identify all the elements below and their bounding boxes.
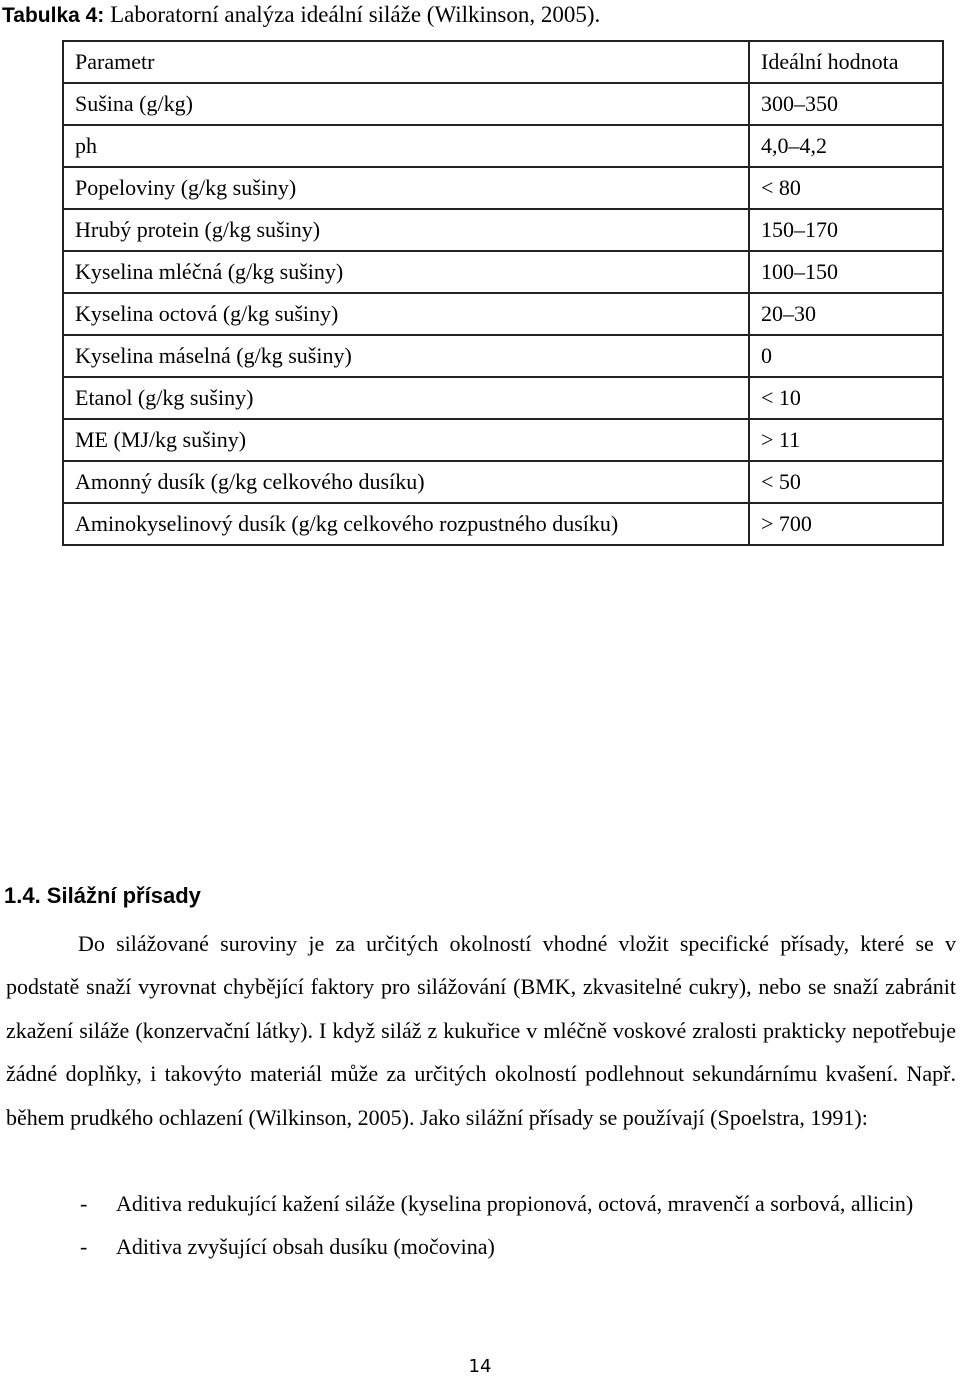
table-row: [63, 125, 943, 167]
page-number: 14: [468, 1356, 492, 1377]
parameter-cell: Hrubý protein (g/kg sušiny): [63, 209, 749, 251]
parameter-cell: ME (MJ/kg sušiny): [63, 419, 749, 461]
header-cell-ideal-value: Ideální hodnota: [749, 41, 943, 83]
table-row: [63, 293, 943, 335]
value-cell: > 700: [749, 503, 943, 545]
value-cell: < 50: [749, 461, 943, 503]
parameter-cell: ph: [63, 125, 749, 167]
additives-list: [0, 1182, 956, 1269]
list-item-text: Aditiva redukující kažení siláže (kyselina propionová, octová, mravenčí a sorbová, allicin): [116, 1191, 914, 1216]
value-cell: 150–170: [749, 209, 943, 251]
list-item-text: Aditiva zvyšující obsah dusíku (močovina): [116, 1234, 495, 1260]
table-row: [63, 335, 943, 377]
value-cell: 100–150: [749, 251, 943, 293]
table-row: [63, 377, 943, 419]
value-cell: > 11: [749, 419, 943, 461]
value-cell: 0: [749, 335, 943, 377]
section-heading: 1.4. Silážní přísady: [4, 883, 201, 908]
parameter-cell: Kyselina octová (g/kg sušiny): [63, 293, 749, 335]
value-cell: < 10: [749, 377, 943, 419]
section-paragraph: Do silážované suroviny je za určitých okolností vhodné vložit specifické přísady, které se v podstatě snaží vyrovnat chybějící faktory pro silážování (BMK, zkvasitelné cukry), nebo se snaží zabránit zkažení siláže (konzervační látky). I když siláž z kukuřice v mléčně voskové zralosti prakticky nepotřebuje žádné doplňky, i takovýto materiál může za určitých okolností podlehnout sekundárnímu kvašení. Např. během prudkého ochlazení (Wilkinson, 2005). Jako silážní přísady se používají (Spoelstra, 1991):: [6, 931, 956, 1130]
value-cell: < 80: [749, 167, 943, 209]
table-row: [63, 503, 943, 545]
list-bullet-marker: -: [80, 1234, 88, 1260]
table-row: [63, 419, 943, 461]
table-row: [63, 209, 943, 251]
table-row: [63, 251, 943, 293]
parameter-cell: Kyselina mléčná (g/kg sušiny): [63, 251, 749, 293]
parameter-cell: Popeloviny (g/kg sušiny): [63, 167, 749, 209]
parameter-cell: Etanol (g/kg sušiny): [63, 377, 749, 419]
header-cell-parameter: Parametr: [63, 41, 749, 83]
table-row: [63, 461, 943, 503]
list-item: [0, 1225, 956, 1268]
silage-analysis-table: [62, 40, 944, 546]
table-row: [63, 83, 943, 125]
table-header-row: [63, 41, 943, 83]
table-body: [63, 41, 943, 545]
parameter-cell: Amonný dusík (g/kg celkového dusíku): [63, 461, 749, 503]
value-cell: 20–30: [749, 293, 943, 335]
list-item: [0, 1182, 956, 1225]
value-cell: 300–350: [749, 83, 943, 125]
parameter-cell: Kyselina máselná (g/kg sušiny): [63, 335, 749, 377]
list-bullet-marker: -: [80, 1191, 88, 1216]
value-cell: 4,0–4,2: [749, 125, 943, 167]
caption-label: Tabulka 4:: [2, 4, 105, 27]
parameter-cell: Sušina (g/kg): [63, 83, 749, 125]
table-row: [63, 167, 943, 209]
table-caption: [2, 0, 600, 31]
parameter-cell: Aminokyselinový dusík (g/kg celkového rozpustného dusíku): [63, 503, 749, 545]
caption-text: Laboratorní analýza ideální siláže (Wilkinson, 2005).: [110, 2, 601, 27]
